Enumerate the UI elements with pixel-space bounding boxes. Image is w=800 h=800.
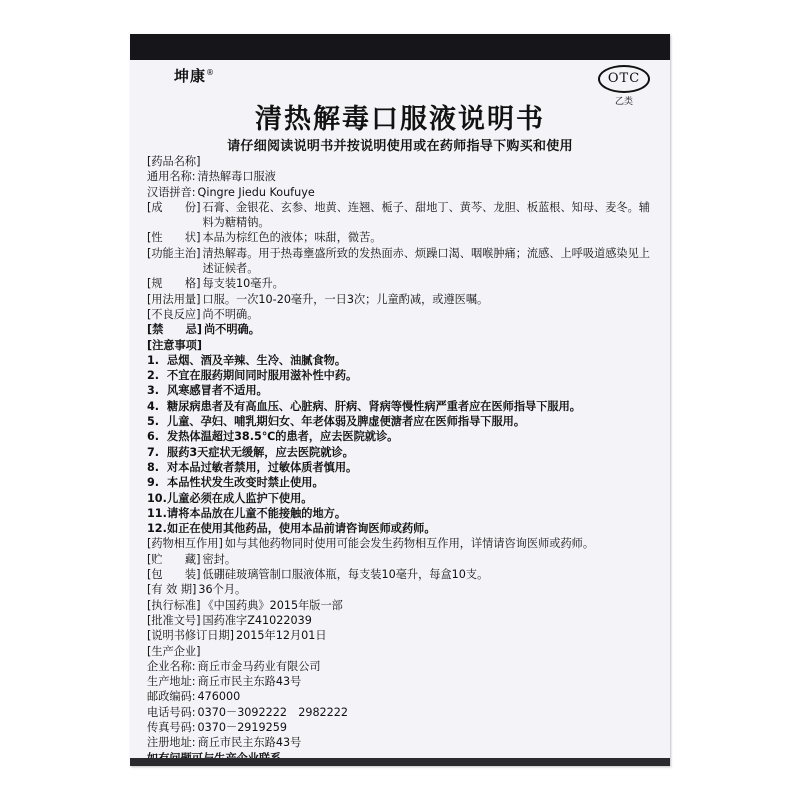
document-subtitle: 请仔细阅读说明书并按说明使用或在药师指导下购买和使用 <box>227 139 573 154</box>
company-row: 传真号码: 0370－2919259 <box>147 720 288 734</box>
ingredients-row: [成 份] 石膏、金银花、玄参、地黄、连翘、栀子、甜地丁、黄芩、龙胆、板蓝根、知母、麦冬。辅料为糖精钠。 <box>147 200 650 230</box>
precaution-item: 9. 本品性状发生改变时禁止使用。 <box>147 476 324 490</box>
precaution-item: 8. 对本品过敏者禁用，过敏体质者慎用。 <box>147 460 358 474</box>
validity-row: [有 效 期] 36个月。 <box>147 583 247 597</box>
pinyin-row: 汉语拼音: Qingre Jiedu Koufuye <box>147 185 315 199</box>
package-insert-sheet <box>130 34 670 766</box>
interactions-row: [药物相互作用] 如与其他药物同时使用可能会发生药物相互作用，详情请咨询医师或药师。 <box>147 537 595 551</box>
precaution-item: 1. 忌烟、酒及辛辣、生冷、油腻食物。 <box>147 353 347 367</box>
brand-logo: 坤康® <box>174 67 216 85</box>
precaution-item: 4. 糖尿病患者及有高血压、心脏病、肝病、肾病等慢性病严重者应在医师指导下服用。 <box>147 399 581 413</box>
precaution-item: 5. 儿童、孕妇、哺乳期妇女、年老体弱及脾虚便溏者应在医师指导下服用。 <box>147 415 526 429</box>
standard-row: [执行标准] 《中国药典》2015年版一部 <box>147 598 343 612</box>
drug-name-header: [药品名称] <box>147 155 201 168</box>
precaution-item: 11. 请将本品放在儿童不能接触的地方。 <box>147 506 347 520</box>
company-row: 注册地址: 商丘市民主东路43号 <box>147 736 302 750</box>
company-row: 企业名称: 商丘市金马药业有限公司 <box>147 659 321 673</box>
precaution-item: 7. 服药3天症状无缓解，应去医院就诊。 <box>147 445 354 459</box>
document-title: 清热解毒口服液说明书 <box>255 104 545 135</box>
company-row: 邮政编码: 476000 <box>147 690 241 704</box>
packaging-row: [包 装] 低硼硅玻璃管制口服液体瓶，每支装10毫升，每盒10支。 <box>147 568 489 582</box>
approval-row: [批准文号] 国药准字Z41022039 <box>147 613 312 627</box>
top-black-band <box>130 34 670 60</box>
otc-class: 乙类 <box>614 97 633 107</box>
precaution-item: 3. 风寒感冒者不适用。 <box>147 384 268 398</box>
revision-date-row: [说明书修订日期] 2015年12月01日 <box>147 629 327 643</box>
contraindications-row: [禁 忌] 尚不明确。 <box>147 323 260 337</box>
precautions-header: [注意事项] <box>147 338 202 352</box>
specification-row: [规 格] 每支装10毫升。 <box>147 277 284 291</box>
precaution-item: 2. 不宜在服药期间同时服用滋补性中药。 <box>147 369 358 383</box>
bottom-dark-band <box>130 758 670 766</box>
otc-label: OTC <box>598 65 650 93</box>
precaution-item: 10. 儿童必须在成人监护下使用。 <box>147 491 313 505</box>
appearance-row: [性 状] 本品为棕红色的液体；味甜，微苦。 <box>147 231 382 245</box>
precaution-item: 6. 发热体温超过38.5℃的患者，应去医院就诊。 <box>147 430 399 444</box>
insert-content <box>147 154 661 766</box>
indications-row: [功能主治] 清热解毒。用于热毒壅盛所致的发热面赤、烦躁口渴、咽喉肿痛；流感、上呼吸道感染见上述证候者。 <box>147 246 650 276</box>
precaution-item: 12. 如正在使用其他药品，使用本品前请咨询医师或药师。 <box>147 522 436 536</box>
company-row: 电话号码: 0370－3092222 2982222 <box>147 705 349 719</box>
adverse-reactions-row: [不良反应] 尚不明确。 <box>147 307 259 321</box>
generic-name-row: 通用名称: 清热解毒口服液 <box>147 170 276 184</box>
company-header: [生产企业] <box>147 644 201 658</box>
dosage-row: [用法用量] 口服。一次10-20毫升，一日3次；儿童酌减，或遵医嘱。 <box>147 292 489 306</box>
storage-row: [贮 藏] 密封。 <box>147 552 237 566</box>
company-row: 生产地址: 商丘市民主东路43号 <box>147 675 302 689</box>
